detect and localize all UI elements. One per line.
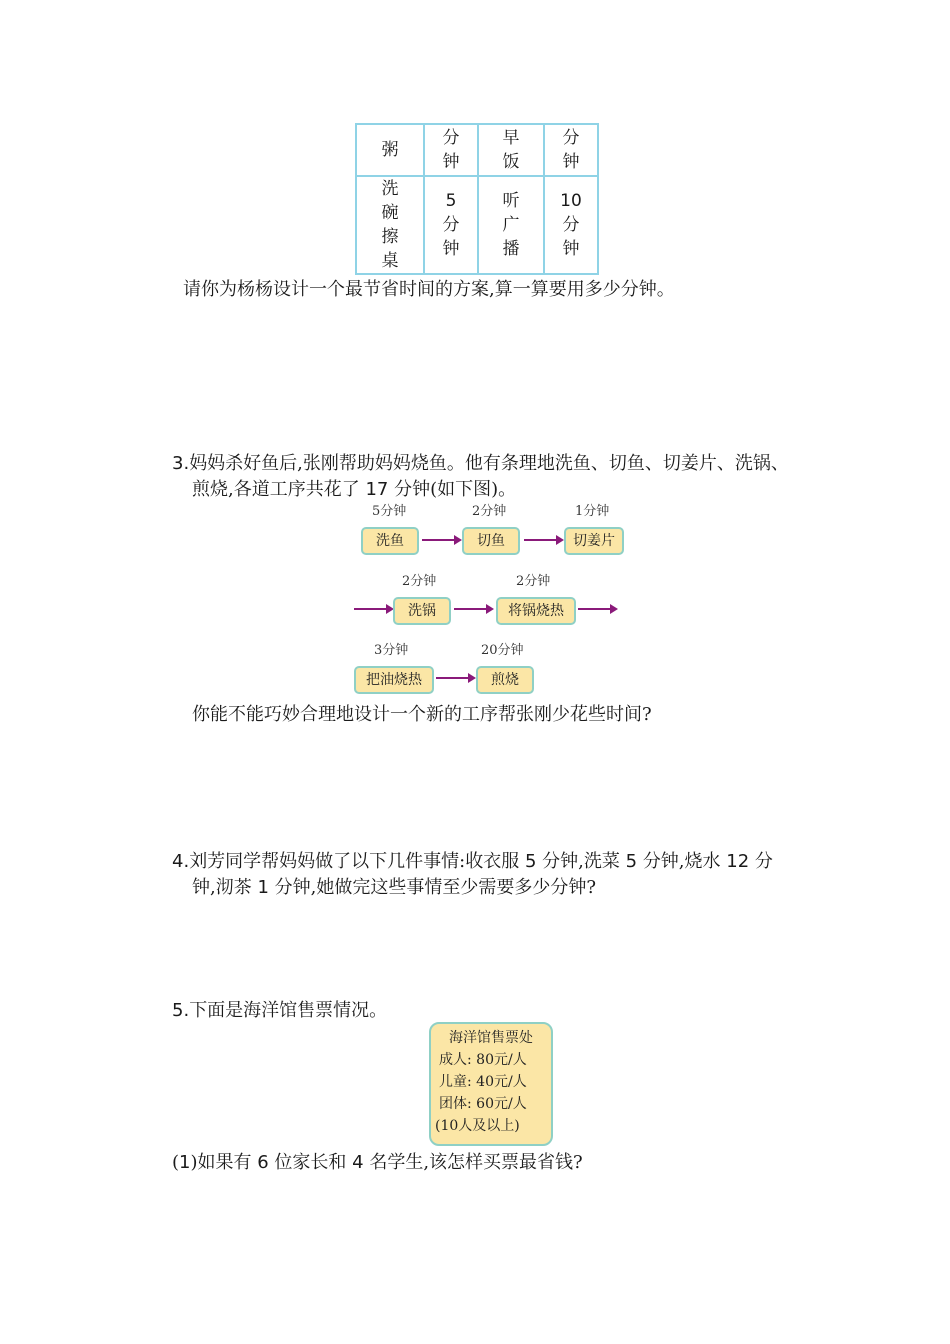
schedule-table [355, 123, 599, 275]
step-heat-wok: 将锅烧热 [496, 597, 576, 625]
q5-text: 5.下面是海洋馆售票情况。 [172, 1000, 388, 1021]
time-label: 1分钟 [575, 504, 610, 519]
q3-line2: 煎烧,各道工序共花了 17 分钟(如下图)。 [192, 479, 517, 500]
q4-line2: 钟,沏茶 1 分钟,她做完这些事情至少需要多少分钟? [192, 877, 597, 898]
arrow-icon [436, 671, 476, 685]
q4-text [172, 849, 773, 901]
q3-line1: 3.妈妈杀好鱼后,张刚帮助妈妈烧鱼。他有条理地洗鱼、切鱼、切姜片、洗锅、 [172, 453, 789, 474]
ticket-price-sign [429, 1022, 553, 1146]
step-fry: 煎烧 [476, 666, 534, 694]
step-wash-wok: 洗锅 [393, 597, 451, 625]
q2-prompt: 请你为杨杨设计一个最节省时间的方案,算一算要用多少分钟。 [183, 279, 675, 300]
cell-porridge: 粥 [356, 124, 424, 176]
cell-breakfast: 早饭 [478, 124, 544, 176]
time-label: 20分钟 [481, 643, 524, 658]
step-cut-fish: 切鱼 [462, 527, 520, 555]
cell-minutes-2: 分钟 [544, 124, 598, 176]
step-cut-ginger: 切姜片 [564, 527, 624, 555]
step-wash-fish: 洗鱼 [361, 527, 419, 555]
q3-text [172, 451, 789, 503]
cell-10-minutes: 10 分钟 [544, 176, 598, 274]
cell-wash-dishes: 洗碗擦桌 [356, 176, 424, 274]
price-child: 儿童: 40元/人 [439, 1074, 527, 1090]
q5-sub1: (1)如果有 6 位家长和 4 名学生,该怎样买票最省钱? [172, 1152, 583, 1173]
step-heat-oil: 把油烧热 [354, 666, 434, 694]
arrow-icon [524, 533, 564, 547]
time-label: 2分钟 [472, 504, 507, 519]
q3-ask: 你能不能巧妙合理地设计一个新的工序帮张刚少花些时间? [192, 704, 652, 725]
group-note: (10人及以上) [435, 1118, 520, 1134]
arrow-icon [578, 602, 618, 616]
cell-radio: 听广播 [478, 176, 544, 274]
cell-minutes-1: 分钟 [424, 124, 478, 176]
arrow-icon [454, 602, 494, 616]
sign-title: 海洋馆售票处 [449, 1030, 533, 1046]
arrow-icon [422, 533, 462, 547]
price-adult: 成人: 80元/人 [439, 1052, 527, 1068]
time-label: 3分钟 [374, 643, 409, 658]
time-label: 2分钟 [516, 574, 551, 589]
time-label: 2分钟 [402, 574, 437, 589]
arrow-icon [354, 602, 394, 616]
cell-5-minutes: 5分钟 [424, 176, 478, 274]
q4-line1: 4.刘芳同学帮妈妈做了以下几件事情:收衣服 5 分钟,洗菜 5 分钟,烧水 12 分 [172, 851, 773, 872]
time-label: 5分钟 [372, 504, 407, 519]
price-group: 团体: 60元/人 [439, 1096, 527, 1112]
